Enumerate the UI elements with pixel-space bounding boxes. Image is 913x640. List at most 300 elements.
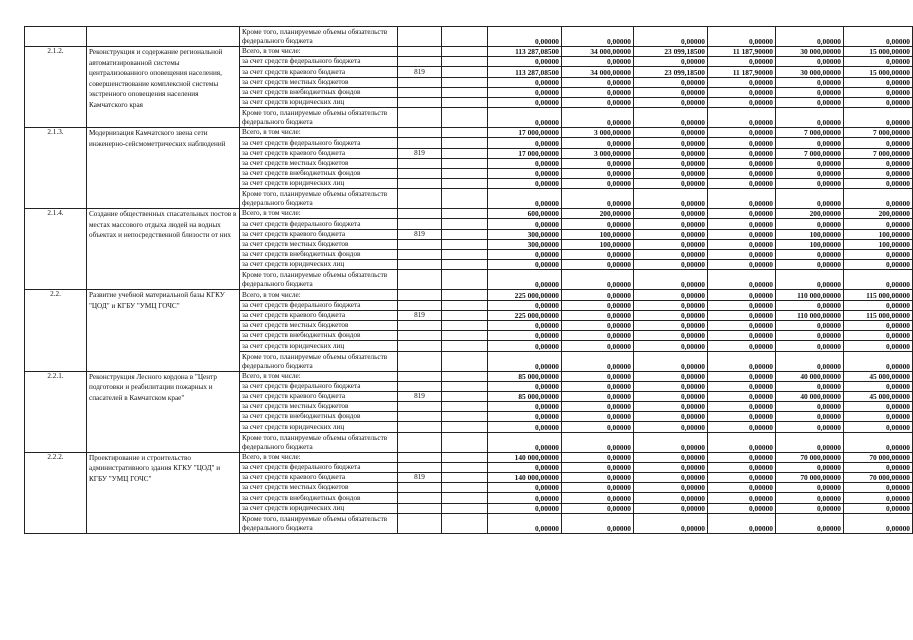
amount-cell: 15 000,00000 (844, 47, 913, 57)
amount-cell: 0,00000 (776, 158, 844, 168)
amount-cell: 23 099,18500 (634, 67, 708, 77)
amount-cell: 0,00000 (562, 320, 634, 330)
amount-cell: 0,00000 (844, 270, 913, 290)
amount-cell: 17 000,00000 (488, 148, 562, 158)
table-row-total (25, 209, 913, 219)
funding-source-cell: Кроме того, планируемые объемы обязательств федерального бюджета (240, 270, 398, 290)
funding-source-cell: за счет средств местных бюджетов (240, 402, 398, 412)
empty-cell (442, 47, 488, 57)
amount-cell: 0,00000 (562, 300, 634, 310)
item-code-cell: 2.2.1. (25, 371, 87, 452)
amount-cell: 0,00000 (776, 27, 844, 47)
kbk-code-cell: 819 (398, 148, 442, 158)
amount-cell: 40 000,00000 (776, 371, 844, 381)
funding-source-cell: за счет средств местных бюджетов (240, 158, 398, 168)
amount-cell: 0,00000 (562, 189, 634, 209)
funding-source-cell: Кроме того, планируемые объемы обязательств федерального бюджета (240, 351, 398, 371)
amount-cell: 0,00000 (708, 97, 776, 107)
empty-cell (442, 270, 488, 290)
amount-cell: 17 000,00000 (488, 128, 562, 138)
amount-cell: 115 000,00000 (844, 310, 913, 320)
amount-cell: 0,00000 (844, 432, 913, 452)
amount-cell: 0,00000 (844, 320, 913, 330)
table-row (25, 27, 913, 47)
amount-cell: 0,00000 (634, 97, 708, 107)
amount-cell: 0,00000 (562, 138, 634, 148)
funding-source-cell: Всего, в том числе: (240, 209, 398, 219)
amount-cell: 0,00000 (634, 503, 708, 513)
empty-cell (442, 179, 488, 189)
kbk-code-cell (398, 250, 442, 260)
funding-source-cell: за счет средств юридических лиц (240, 341, 398, 351)
amount-cell: 0,00000 (776, 87, 844, 97)
funding-source-cell: за счет средств федерального бюджета (240, 138, 398, 148)
amount-cell: 113 287,08500 (488, 47, 562, 57)
amount-cell: 0,00000 (776, 97, 844, 107)
empty-cell (442, 422, 488, 432)
amount-cell: 0,00000 (634, 270, 708, 290)
amount-cell: 0,00000 (776, 422, 844, 432)
amount-cell: 0,00000 (634, 473, 708, 483)
amount-cell: 115 000,00000 (844, 290, 913, 300)
amount-cell: 0,00000 (562, 452, 634, 462)
amount-cell: 0,00000 (488, 422, 562, 432)
amount-cell: 40 000,00000 (776, 391, 844, 401)
item-code-cell: 2.1.3. (25, 128, 87, 209)
funding-source-cell: за счет средств краевого бюджета (240, 67, 398, 77)
amount-cell: 0,00000 (562, 503, 634, 513)
funding-source-cell: Всего, в том числе: (240, 47, 398, 57)
amount-cell: 0,00000 (488, 158, 562, 168)
funding-source-cell: за счет средств внебюджетных фондов (240, 331, 398, 341)
amount-cell: 0,00000 (488, 250, 562, 260)
amount-cell: 100,00000 (844, 239, 913, 249)
amount-cell: 0,00000 (562, 412, 634, 422)
amount-cell: 0,00000 (634, 87, 708, 97)
amount-cell: 0,00000 (844, 260, 913, 270)
amount-cell: 0,00000 (634, 452, 708, 462)
amount-cell: 0,00000 (488, 97, 562, 107)
funding-source-cell: Кроме того, планируемые объемы обязательств федерального бюджета (240, 513, 398, 533)
amount-cell: 0,00000 (634, 351, 708, 371)
amount-cell: 0,00000 (634, 402, 708, 412)
amount-cell: 0,00000 (708, 310, 776, 320)
amount-cell: 0,00000 (562, 270, 634, 290)
amount-cell: 70 000,00000 (776, 473, 844, 483)
amount-cell: 0,00000 (844, 189, 913, 209)
amount-cell: 110 000,00000 (776, 290, 844, 300)
amount-cell: 0,00000 (562, 260, 634, 270)
amount-cell: 0,00000 (708, 229, 776, 239)
amount-cell: 70 000,00000 (776, 452, 844, 462)
amount-cell: 0,00000 (634, 412, 708, 422)
amount-cell: 0,00000 (844, 422, 913, 432)
amount-cell: 0,00000 (708, 158, 776, 168)
amount-cell: 0,00000 (634, 250, 708, 260)
kbk-code-cell (398, 483, 442, 493)
amount-cell: 0,00000 (562, 391, 634, 401)
kbk-code-cell (398, 493, 442, 503)
empty-cell (442, 219, 488, 229)
amount-cell: 0,00000 (488, 412, 562, 422)
amount-cell: 0,00000 (776, 513, 844, 533)
amount-cell: 0,00000 (844, 341, 913, 351)
amount-cell: 0,00000 (708, 402, 776, 412)
amount-cell: 0,00000 (708, 179, 776, 189)
amount-cell: 0,00000 (708, 128, 776, 138)
funding-source-cell: за счет средств краевого бюджета (240, 310, 398, 320)
amount-cell: 0,00000 (562, 250, 634, 260)
amount-cell: 0,00000 (634, 391, 708, 401)
table-row-total (25, 371, 913, 381)
funding-source-cell: за счет средств местных бюджетов (240, 320, 398, 330)
amount-cell: 0,00000 (562, 310, 634, 320)
amount-cell: 0,00000 (634, 310, 708, 320)
empty-cell (442, 452, 488, 462)
funding-source-cell: за счет средств краевого бюджета (240, 229, 398, 239)
amount-cell: 0,00000 (562, 483, 634, 493)
kbk-code-cell (398, 138, 442, 148)
kbk-code-cell (398, 270, 442, 290)
amount-cell: 0,00000 (776, 250, 844, 260)
amount-cell: 30 000,00000 (776, 67, 844, 77)
amount-cell: 0,00000 (776, 493, 844, 503)
amount-cell: 0,00000 (776, 402, 844, 412)
funding-source-cell: за счет средств юридических лиц (240, 503, 398, 513)
amount-cell: 3 000,00000 (562, 148, 634, 158)
funding-source-cell: за счет средств внебюджетных фондов (240, 493, 398, 503)
kbk-code-cell: 819 (398, 67, 442, 77)
funding-source-cell: Кроме того, планируемые объемы обязательств федерального бюджета (240, 27, 398, 47)
amount-cell: 200,00000 (562, 209, 634, 219)
amount-cell: 0,00000 (562, 473, 634, 483)
amount-cell: 0,00000 (844, 179, 913, 189)
funding-source-cell: за счет средств внебюджетных фондов (240, 412, 398, 422)
amount-cell: 0,00000 (776, 341, 844, 351)
amount-cell: 0,00000 (776, 108, 844, 128)
amount-cell: 0,00000 (488, 219, 562, 229)
empty-cell (442, 331, 488, 341)
amount-cell: 600,00000 (488, 209, 562, 219)
amount-cell: 100,00000 (562, 239, 634, 249)
funding-source-cell: Всего, в том числе: (240, 371, 398, 381)
kbk-code-cell (398, 462, 442, 472)
item-code-cell: 2.2.2. (25, 452, 87, 533)
empty-cell (442, 128, 488, 138)
funding-source-cell: за счет средств федерального бюджета (240, 219, 398, 229)
empty-cell (442, 229, 488, 239)
amount-cell: 0,00000 (844, 219, 913, 229)
funding-source-cell: Кроме того, планируемые объемы обязательств федерального бюджета (240, 189, 398, 209)
funding-source-cell: за счет средств юридических лиц (240, 179, 398, 189)
kbk-code-cell (398, 128, 442, 138)
funding-source-cell: за счет средств местных бюджетов (240, 483, 398, 493)
empty-cell (442, 310, 488, 320)
amount-cell: 0,00000 (708, 27, 776, 47)
amount-cell: 0,00000 (708, 270, 776, 290)
amount-cell: 0,00000 (844, 300, 913, 310)
amount-cell: 0,00000 (562, 219, 634, 229)
item-name-cell: Развитие учебной материальной базы КГКУ "ЦОД" и КГБУ "УМЦ ГОЧС" (87, 290, 240, 371)
amount-cell: 0,00000 (708, 77, 776, 87)
amount-cell: 0,00000 (488, 331, 562, 341)
funding-source-cell: за счет средств внебюджетных фондов (240, 250, 398, 260)
funding-source-cell: Кроме того, планируемые объемы обязательств федерального бюджета (240, 108, 398, 128)
amount-cell: 0,00000 (708, 209, 776, 219)
amount-cell: 7 000,00000 (844, 148, 913, 158)
amount-cell: 0,00000 (844, 77, 913, 87)
kbk-code-cell (398, 108, 442, 128)
kbk-code-cell: 819 (398, 310, 442, 320)
budget-table-body (25, 27, 913, 534)
amount-cell: 0,00000 (708, 260, 776, 270)
amount-cell: 140 000,00000 (488, 473, 562, 483)
amount-cell: 70 000,00000 (844, 473, 913, 483)
amount-cell: 0,00000 (844, 493, 913, 503)
amount-cell: 0,00000 (488, 351, 562, 371)
amount-cell: 0,00000 (562, 341, 634, 351)
empty-cell (442, 462, 488, 472)
amount-cell: 0,00000 (488, 513, 562, 533)
funding-source-cell: за счет средств федерального бюджета (240, 381, 398, 391)
amount-cell: 0,00000 (488, 179, 562, 189)
amount-cell: 0,00000 (844, 483, 913, 493)
amount-cell: 0,00000 (776, 331, 844, 341)
amount-cell: 0,00000 (708, 412, 776, 422)
amount-cell: 0,00000 (634, 462, 708, 472)
item-code-cell (25, 27, 87, 47)
amount-cell: 100,00000 (844, 229, 913, 239)
item-code-cell: 2.2. (25, 290, 87, 371)
amount-cell: 0,00000 (844, 108, 913, 128)
kbk-code-cell (398, 219, 442, 229)
kbk-code-cell (398, 47, 442, 57)
funding-source-cell: за счет средств краевого бюджета (240, 473, 398, 483)
amount-cell: 0,00000 (488, 57, 562, 67)
kbk-code-cell (398, 351, 442, 371)
amount-cell: 0,00000 (562, 381, 634, 391)
amount-cell: 0,00000 (844, 513, 913, 533)
amount-cell: 7 000,00000 (776, 148, 844, 158)
amount-cell: 0,00000 (634, 179, 708, 189)
empty-cell (442, 483, 488, 493)
amount-cell: 100,00000 (776, 229, 844, 239)
empty-cell (442, 260, 488, 270)
kbk-code-cell: 819 (398, 229, 442, 239)
kbk-code-cell (398, 422, 442, 432)
amount-cell: 0,00000 (844, 331, 913, 341)
amount-cell: 0,00000 (776, 219, 844, 229)
amount-cell: 0,00000 (708, 239, 776, 249)
amount-cell: 0,00000 (708, 331, 776, 341)
amount-cell: 45 000,00000 (844, 371, 913, 381)
amount-cell: 0,00000 (562, 27, 634, 47)
amount-cell: 85 000,00000 (488, 371, 562, 381)
amount-cell: 0,00000 (708, 219, 776, 229)
amount-cell: 200,00000 (844, 209, 913, 219)
amount-cell: 0,00000 (562, 462, 634, 472)
amount-cell: 0,00000 (562, 371, 634, 381)
amount-cell: 0,00000 (488, 462, 562, 472)
funding-source-cell: за счет средств местных бюджетов (240, 77, 398, 87)
empty-cell (442, 493, 488, 503)
amount-cell: 0,00000 (776, 300, 844, 310)
empty-cell (442, 87, 488, 97)
funding-source-cell: за счет средств юридических лиц (240, 260, 398, 270)
amount-cell: 0,00000 (634, 422, 708, 432)
amount-cell: 0,00000 (708, 189, 776, 209)
amount-cell: 0,00000 (562, 77, 634, 87)
amount-cell: 0,00000 (776, 77, 844, 87)
amount-cell: 0,00000 (844, 158, 913, 168)
item-name-cell: Проектирование и строительство административного здания КГКУ "ЦОД" и КГБУ "УМЦ ГОЧС" (87, 452, 240, 533)
amount-cell: 0,00000 (488, 300, 562, 310)
funding-source-cell: Кроме того, планируемые объемы обязательств федерального бюджета (240, 432, 398, 452)
kbk-code-cell: 819 (398, 473, 442, 483)
funding-source-cell: за счет средств юридических лиц (240, 422, 398, 432)
amount-cell: 0,00000 (488, 270, 562, 290)
amount-cell: 34 000,00000 (562, 67, 634, 77)
kbk-code-cell (398, 371, 442, 381)
kbk-code-cell (398, 260, 442, 270)
amount-cell: 0,00000 (562, 179, 634, 189)
table-row-total (25, 47, 913, 57)
amount-cell: 0,00000 (776, 462, 844, 472)
kbk-code-cell (398, 381, 442, 391)
amount-cell: 0,00000 (488, 493, 562, 503)
amount-cell: 113 287,08500 (488, 67, 562, 77)
amount-cell: 0,00000 (844, 168, 913, 178)
amount-cell: 0,00000 (776, 432, 844, 452)
amount-cell: 110 000,00000 (776, 310, 844, 320)
amount-cell: 70 000,00000 (844, 452, 913, 462)
amount-cell: 0,00000 (488, 108, 562, 128)
funding-source-cell: Всего, в том числе: (240, 290, 398, 300)
amount-cell: 0,00000 (708, 341, 776, 351)
kbk-code-cell (398, 27, 442, 47)
amount-cell: 100,00000 (562, 229, 634, 239)
amount-cell: 0,00000 (634, 483, 708, 493)
kbk-code-cell (398, 513, 442, 533)
amount-cell: 0,00000 (708, 513, 776, 533)
kbk-code-cell (398, 168, 442, 178)
amount-cell: 0,00000 (634, 77, 708, 87)
amount-cell: 0,00000 (634, 341, 708, 351)
empty-cell (442, 503, 488, 513)
empty-cell (442, 57, 488, 67)
amount-cell: 0,00000 (776, 483, 844, 493)
kbk-code-cell: 819 (398, 391, 442, 401)
kbk-code-cell (398, 189, 442, 209)
amount-cell: 0,00000 (634, 138, 708, 148)
amount-cell: 0,00000 (776, 270, 844, 290)
kbk-code-cell (398, 209, 442, 219)
amount-cell: 225 000,00000 (488, 290, 562, 300)
amount-cell: 0,00000 (708, 381, 776, 391)
amount-cell: 0,00000 (488, 189, 562, 209)
amount-cell: 0,00000 (708, 473, 776, 483)
amount-cell: 0,00000 (708, 452, 776, 462)
amount-cell: 0,00000 (776, 138, 844, 148)
amount-cell: 0,00000 (488, 432, 562, 452)
amount-cell: 0,00000 (708, 462, 776, 472)
amount-cell: 30 000,00000 (776, 47, 844, 57)
amount-cell: 0,00000 (562, 493, 634, 503)
amount-cell: 0,00000 (776, 412, 844, 422)
empty-cell (442, 168, 488, 178)
amount-cell: 45 000,00000 (844, 391, 913, 401)
empty-cell (442, 189, 488, 209)
kbk-code-cell (398, 97, 442, 107)
empty-cell (442, 108, 488, 128)
amount-cell: 85 000,00000 (488, 391, 562, 401)
funding-source-cell: за счет средств юридических лиц (240, 97, 398, 107)
amount-cell: 0,00000 (708, 493, 776, 503)
amount-cell: 0,00000 (634, 168, 708, 178)
amount-cell: 0,00000 (844, 412, 913, 422)
amount-cell: 0,00000 (708, 432, 776, 452)
kbk-code-cell (398, 87, 442, 97)
amount-cell: 0,00000 (776, 351, 844, 371)
funding-source-cell: за счет средств федерального бюджета (240, 57, 398, 67)
amount-cell: 0,00000 (708, 168, 776, 178)
amount-cell: 34 000,00000 (562, 47, 634, 57)
amount-cell: 0,00000 (844, 87, 913, 97)
amount-cell: 0,00000 (634, 128, 708, 138)
amount-cell: 0,00000 (488, 381, 562, 391)
amount-cell: 0,00000 (562, 422, 634, 432)
kbk-code-cell (398, 239, 442, 249)
amount-cell: 0,00000 (708, 250, 776, 260)
amount-cell: 0,00000 (708, 351, 776, 371)
amount-cell: 0,00000 (634, 432, 708, 452)
amount-cell: 0,00000 (634, 493, 708, 503)
empty-cell (442, 138, 488, 148)
empty-cell (442, 381, 488, 391)
amount-cell: 0,00000 (488, 138, 562, 148)
amount-cell: 0,00000 (844, 97, 913, 107)
amount-cell: 7 000,00000 (776, 128, 844, 138)
amount-cell: 0,00000 (634, 158, 708, 168)
amount-cell: 0,00000 (708, 391, 776, 401)
kbk-code-cell (398, 77, 442, 87)
table-row-total (25, 452, 913, 462)
funding-source-cell: за счет средств федерального бюджета (240, 300, 398, 310)
amount-cell: 0,00000 (634, 331, 708, 341)
amount-cell: 0,00000 (776, 57, 844, 67)
amount-cell: 0,00000 (488, 341, 562, 351)
amount-cell: 0,00000 (844, 57, 913, 67)
amount-cell: 0,00000 (634, 148, 708, 158)
empty-cell (442, 412, 488, 422)
amount-cell: 0,00000 (634, 108, 708, 128)
funding-source-cell: за счет средств краевого бюджета (240, 391, 398, 401)
amount-cell: 0,00000 (634, 209, 708, 219)
empty-cell (442, 209, 488, 219)
kbk-code-cell (398, 341, 442, 351)
empty-cell (442, 290, 488, 300)
kbk-code-cell (398, 158, 442, 168)
empty-cell (442, 97, 488, 107)
funding-source-cell: за счет средств краевого бюджета (240, 148, 398, 158)
amount-cell: 0,00000 (634, 381, 708, 391)
funding-source-cell: за счет средств федерального бюджета (240, 462, 398, 472)
amount-cell: 0,00000 (488, 402, 562, 412)
funding-source-cell: за счет средств внебюджетных фондов (240, 168, 398, 178)
amount-cell: 0,00000 (776, 381, 844, 391)
amount-cell: 0,00000 (562, 108, 634, 128)
item-name-cell: Модернизация Камчатского звена сети инженерно-сейсмометрических наблюдений (87, 128, 240, 209)
